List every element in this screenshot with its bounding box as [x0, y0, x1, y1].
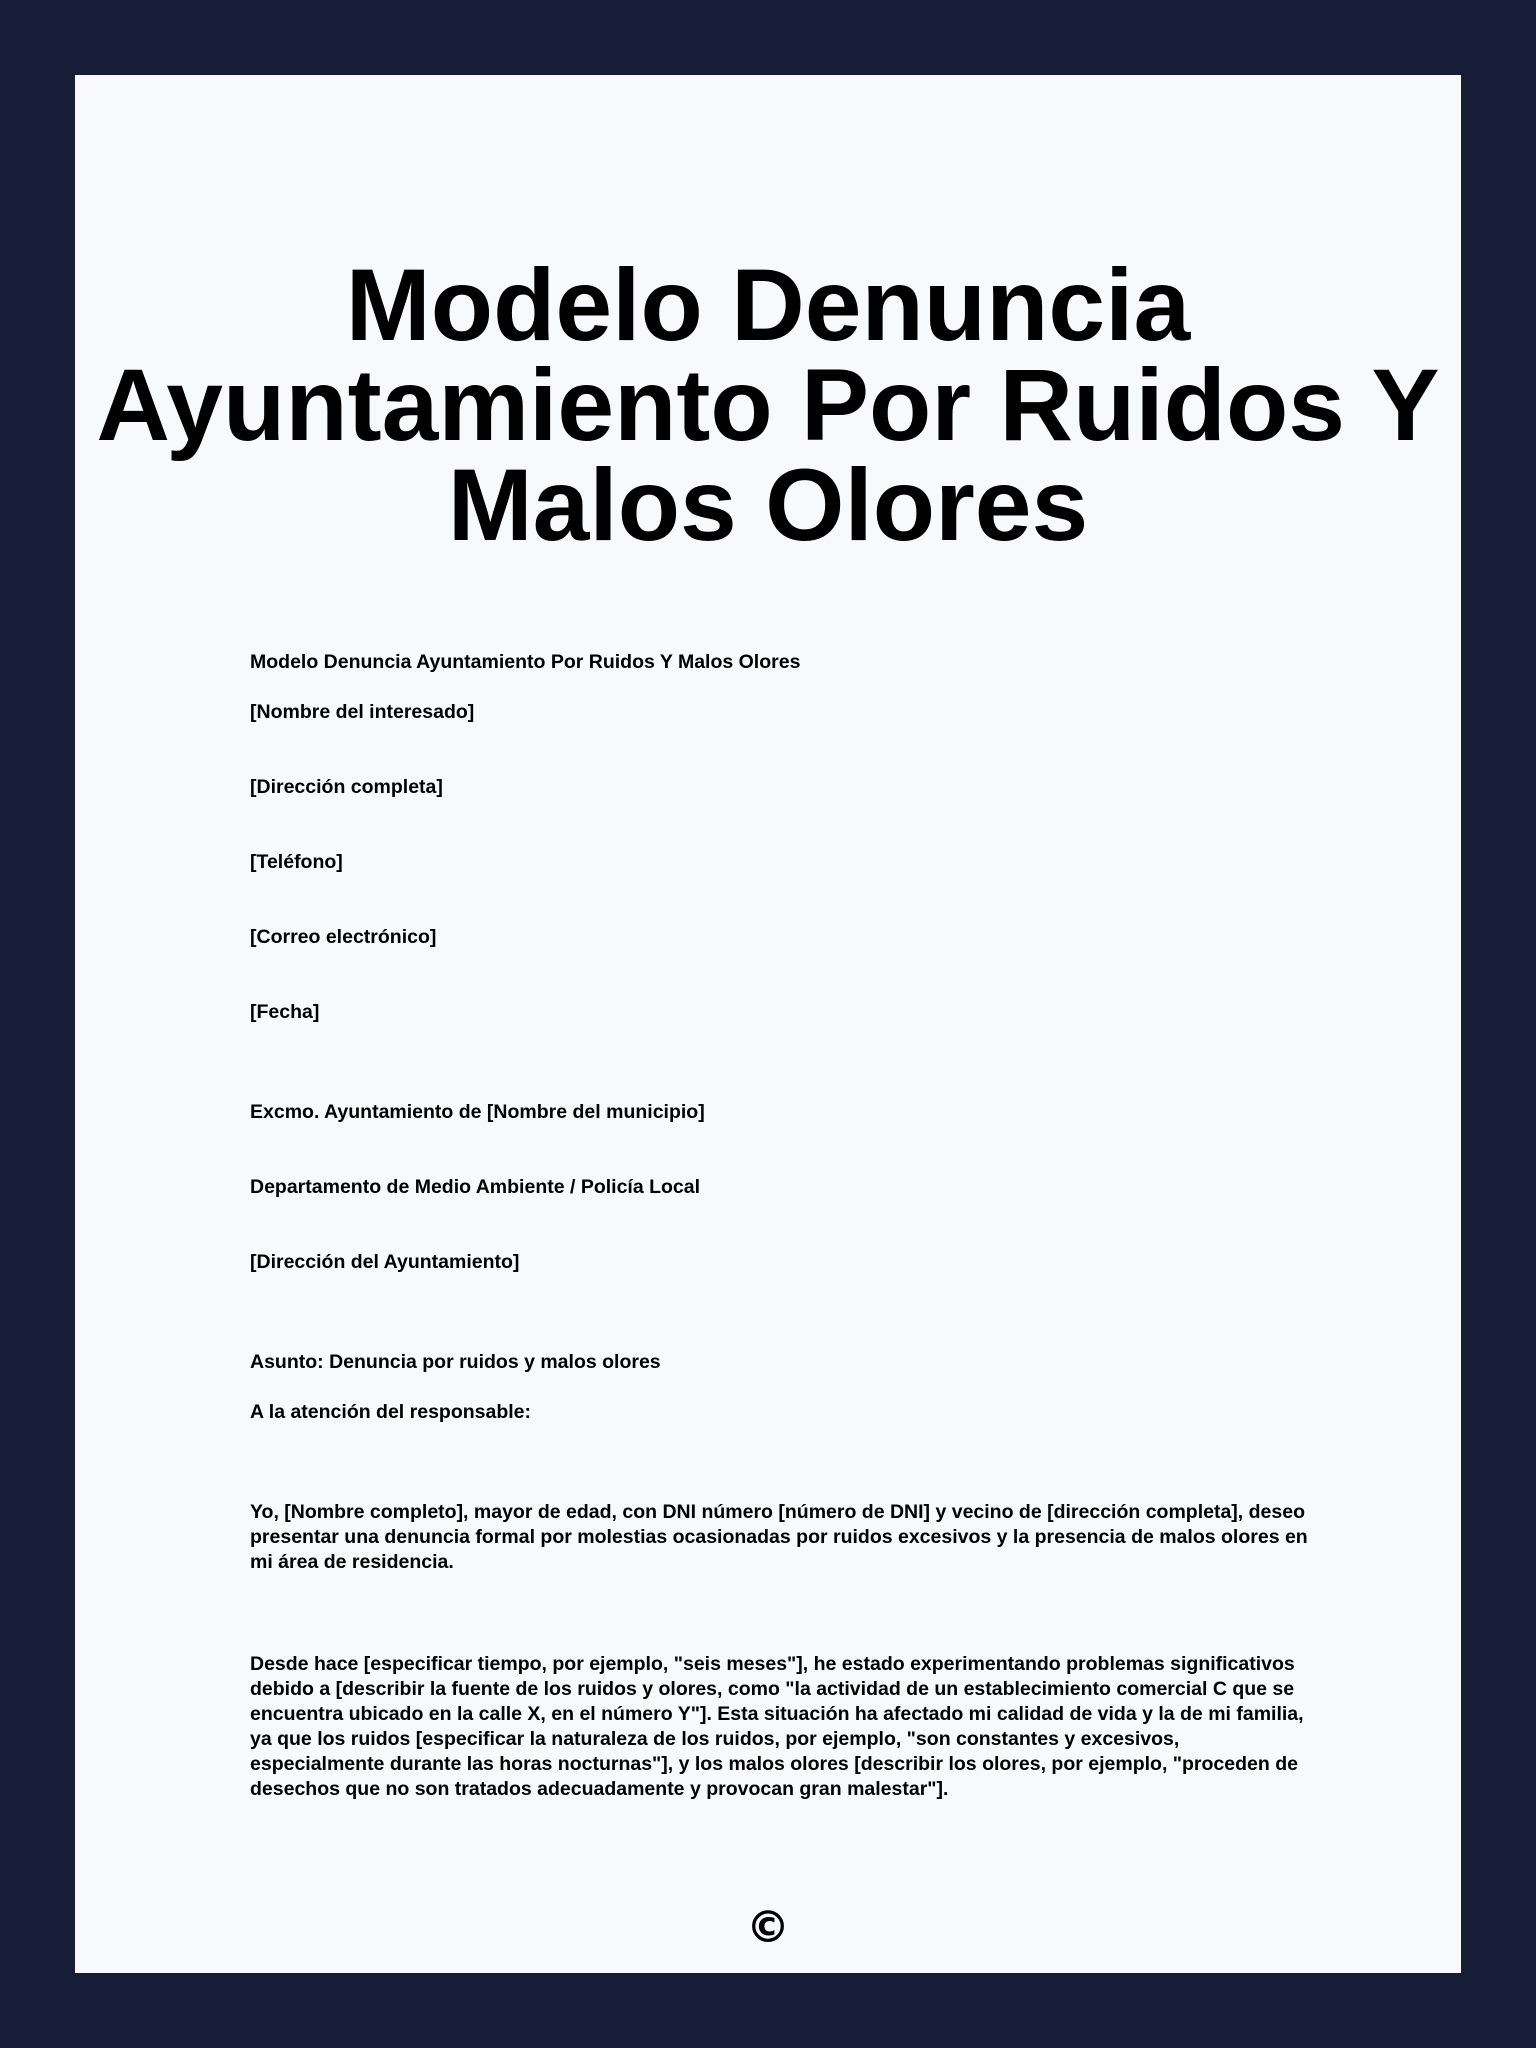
- copyright-icon: ©: [746, 1902, 790, 1953]
- sender-address: [Dirección completa]: [250, 776, 443, 798]
- recipient-line-2: Departamento de Medio Ambiente / Policía Local: [250, 1176, 701, 1198]
- document-heading: Modelo Denuncia Ayuntamiento Por Ruidos Y Malos Olores: [250, 651, 801, 673]
- page-title: Modelo Denuncia Ayuntamiento Por Ruidos Y Malos Olores: [96, 248, 1440, 562]
- subject-line: Asunto: Denuncia por ruidos y malos olores: [250, 1351, 661, 1373]
- body-paragraph: Yo, [Nombre completo], mayor de edad, con DNI número [número de DNI] y vecino de [dirección completa], deseo presentar una denuncia formal por molestias ocasionadas por ruidos excesivos y la presencia de malos olores en mi área de residencia.: [250, 1501, 1308, 1573]
- sender-date: [Fecha]: [250, 1001, 320, 1023]
- sender-email: [Correo electrónico]: [250, 926, 437, 948]
- document-page: [75, 75, 1461, 1973]
- recipient-line-1: Excmo. Ayuntamiento de [Nombre del municipio]: [250, 1101, 705, 1123]
- recipient-line-3: [Dirección del Ayuntamiento]: [250, 1251, 520, 1273]
- body-paragraph: Desde hace [especificar tiempo, por ejemplo, "seis meses"], he estado experimentando problemas significativos debido a [describir la fuente de los ruidos y olores, como "la actividad de un establecimiento comercial C que se encuentra ubicado en la calle X, en el número Y"]. Esta situación ha afectado mi calidad de vida y la de mi familia, ya que los ruidos [especificar la naturaleza de los ruidos, por ejemplo, "son constantes y excesivos, especialmente durante las horas nocturnas"], y los malos olores [describir los olores, por ejemplo, "proceden de desechos que no son tratados adecuadamente y provocan gran malestar"].: [250, 1653, 1304, 1800]
- sender-phone: [Teléfono]: [250, 851, 343, 873]
- sender-name: [Nombre del interesado]: [250, 701, 475, 723]
- greeting-line: A la atención del responsable:: [250, 1401, 532, 1423]
